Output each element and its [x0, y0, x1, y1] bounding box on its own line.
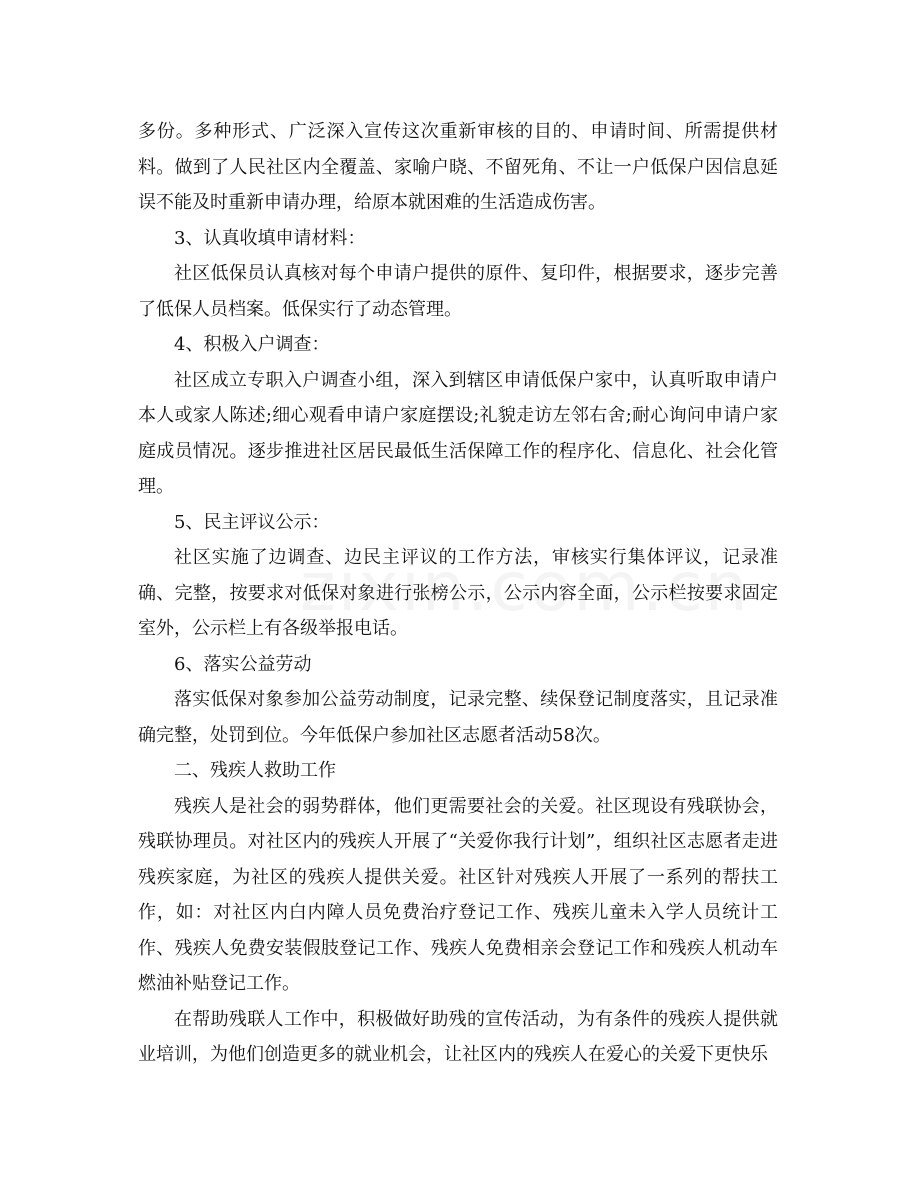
section-heading-disability: 二、残疾人救助工作	[174, 760, 336, 781]
section-heading-5: 5、民主评议公示：	[174, 511, 330, 533]
paragraph-4: 社区成立专职入户调查小组，深入到辖区申请低保户家中，认真听取申请户本人或家人陈述;细心观看申请户家庭摆设;礼貌走访左邻右舍;耐心询问申请户家庭成员情况。逐步推进社区居民最低生活保障工作的程序化、信息化、社会化管理。	[138, 369, 778, 497]
document-body	[138, 114, 778, 1073]
section-heading-3: 3、认真收填申请材料：	[174, 227, 366, 249]
paragraph-6: 落实低保对象参加公益劳动制度，记录完整、续保登记制度落实，且记录准确完整，处罚到位。今年低保户参加社区志愿者活动58次。	[138, 689, 778, 746]
paragraph-disability-2: 在帮助残联人工作中，积极做好助残的宣传活动，为有条件的残疾人提供就业培训，为他们创造更多的就业机会，让社区内的残疾人在爱心的关爱下更快乐	[138, 1008, 778, 1065]
section-heading-4: 4、积极入户调查：	[174, 334, 330, 355]
paragraph-intro: 多份。多种形式、广泛深入宣传这次重新审核的目的、申请时间、所需提供材料。做到了人民社区内全覆盖、家喻户晓、不留死角、不让一户低保户因信息延误不能及时重新申请办理，给原本就困难的生活造成伤害。	[138, 121, 778, 213]
section-heading-6: 6、落实公益劳动	[174, 653, 312, 675]
paragraph-disability-1: 残疾人是社会的弱势群体，他们更需要社会的关爱。社区现设有残联协会，残联协理员。对社区内的残疾人开展了“关爱你我行计划”，组织社区志愿者走进残疾家庭，为社区的残疾人提供关爱。社区针对残疾人开展了一系列的帮扶工作，如：对社区内白内障人员免费治疗登记工作、残疾儿童未入学人员统计工作、残疾人免费安装假肢登记工作、残疾人免费相亲会登记工作和残疾人机动车燃油补贴登记工作。	[138, 795, 778, 994]
paragraph-3: 社区低保员认真核对每个申请户提供的原件、复印件，根据要求，逐步完善了低保人员档案。低保实行了动态管理。	[138, 263, 778, 320]
paragraph-5: 社区实施了边调查、边民主评议的工作方法，审核实行集体评议，记录准确、完整，按要求对低保对象进行张榜公示，公示内容全面，公示栏按要求固定室外，公示栏上有各级举报电话。	[138, 547, 778, 639]
